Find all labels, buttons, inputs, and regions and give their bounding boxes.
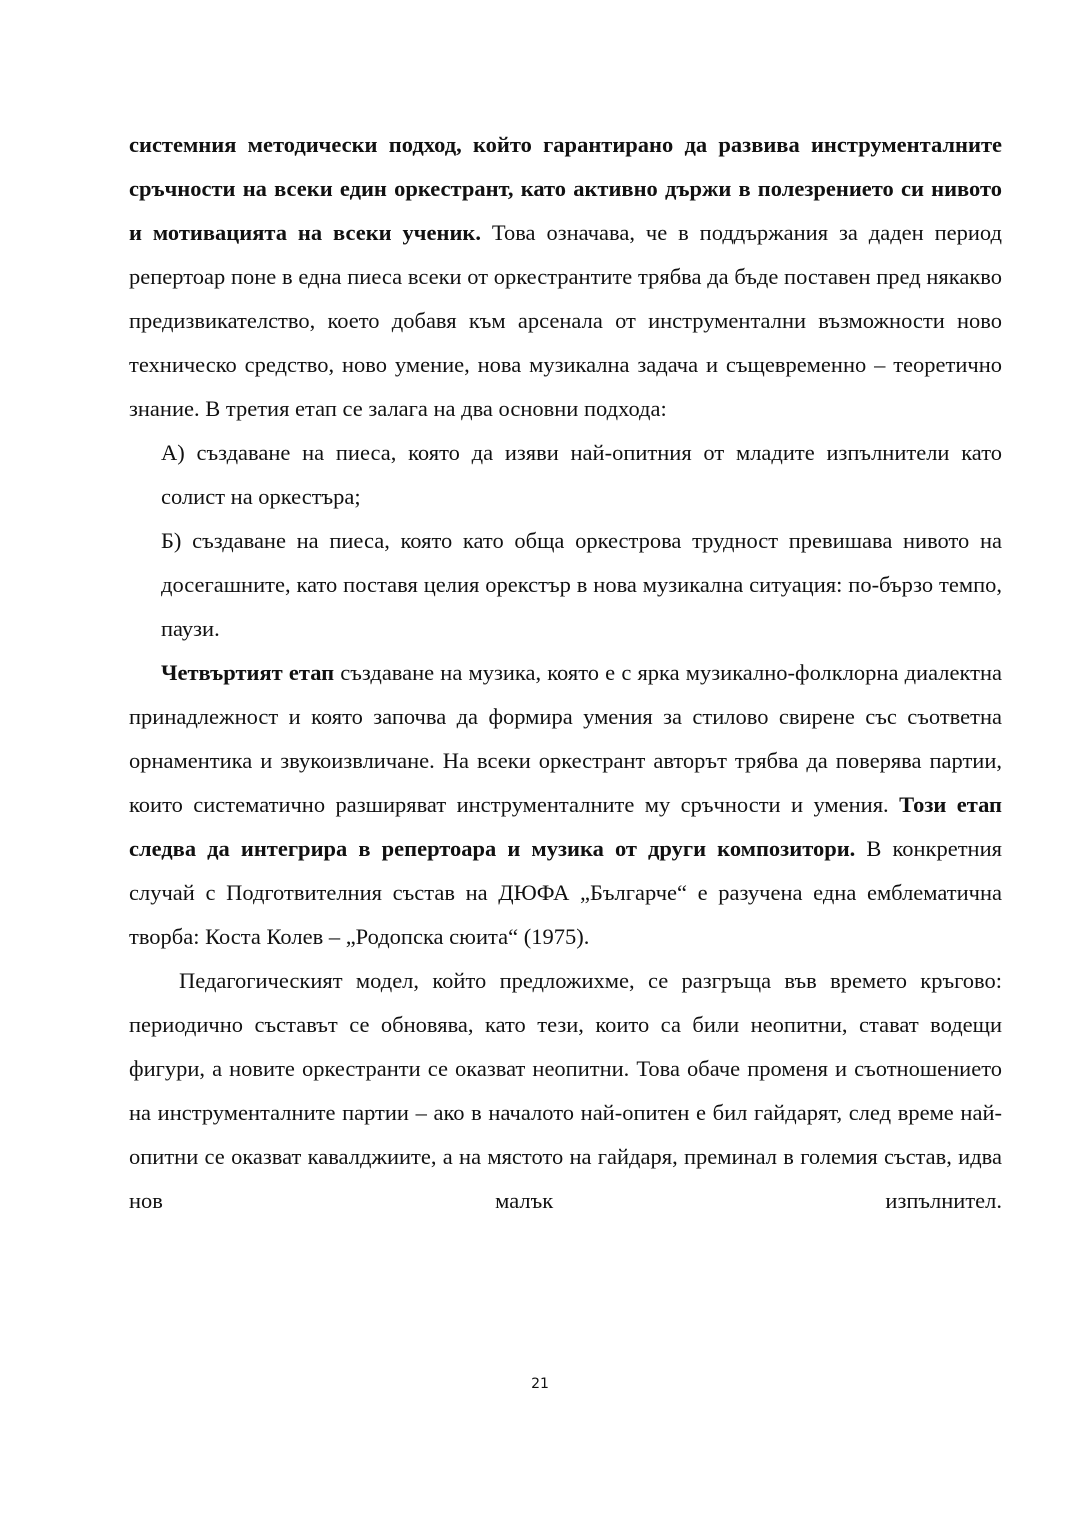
paragraph-methodical-approach: [129, 123, 1002, 431]
paragraph-text: създаване на музика, която е с ярка музикално-фолклорна диалектна принадлежност и която започва да формира умения за стилово свирене със съответна орнаментика и звукоизвличане. На всеки оркестрант авторът трябва да поверява партии, които систематично разширяват инструменталните му сръчности и умения.: [129, 660, 1002, 817]
paragraph-text: Педагогическият модел, който предложихме, се разгръща във времето кръгово: периодично съставът се обновява, като тези, които са били неопитни, стават водещи фигури, а новите оркестранти се оказват неопитни. Това обаче променя и съотношението на инструменталните партии – ако в началото най-опитен е бил гайдарят, след време най-опитни се оказват кавалджиите, а на мястото на гайдаря, преминал в големия състав, идва нов малък изпълнител.: [129, 968, 1002, 1213]
list-item-text: А) създаване на пиеса, която да изяви най-опитния от младите изпълнители като солист на оркестъра;: [161, 440, 1002, 509]
paragraph-text: Това означава, че в поддържания за даден период репертоар поне в една пиеса всеки от оркестрантите трябва да бъде поставен пред някакво предизвикателство, което добавя към арсенала от инструментални възможности ново техническо средство, ново умение, нова музикална задача и същевременно – теоретично знание. В третия етап се залага на два основни подхода:: [129, 220, 1002, 421]
paragraph-bold-emphasis: Този етап следва да интегрира в репертоара и музика от други композитори.: [129, 792, 1002, 861]
paragraph-bold-heading: Четвъртият етап: [161, 660, 335, 685]
paragraph-fourth-stage: [129, 651, 1002, 959]
page-number: 21: [531, 1376, 549, 1392]
page-body: [129, 123, 1002, 1223]
list-item-text: Б) създаване на пиеса, която като обща оркестрова трудност превишава нивото на досегашните, като поставя целия орекстър в нова музикална ситуация: по-бързо темпо, паузи.: [161, 528, 1002, 641]
paragraph-bold-text: системния методически подход, който гарантирано да развива инструменталните сръчности на всеки един оркестрант, като активно държи в полезрението си нивото и мотивацията на всеки ученик.: [129, 132, 1002, 245]
paragraph-text: В конкретния случай с Подготвителния състав на ДЮФА „Българче“ е разучена една емблематична творба: Коста Колев – „Родопска сюита“ (1975).: [129, 836, 1002, 949]
list-item-b: [161, 519, 1002, 651]
paragraph-pedagogical-model: [129, 959, 1002, 1223]
list-item-a: [161, 431, 1002, 519]
